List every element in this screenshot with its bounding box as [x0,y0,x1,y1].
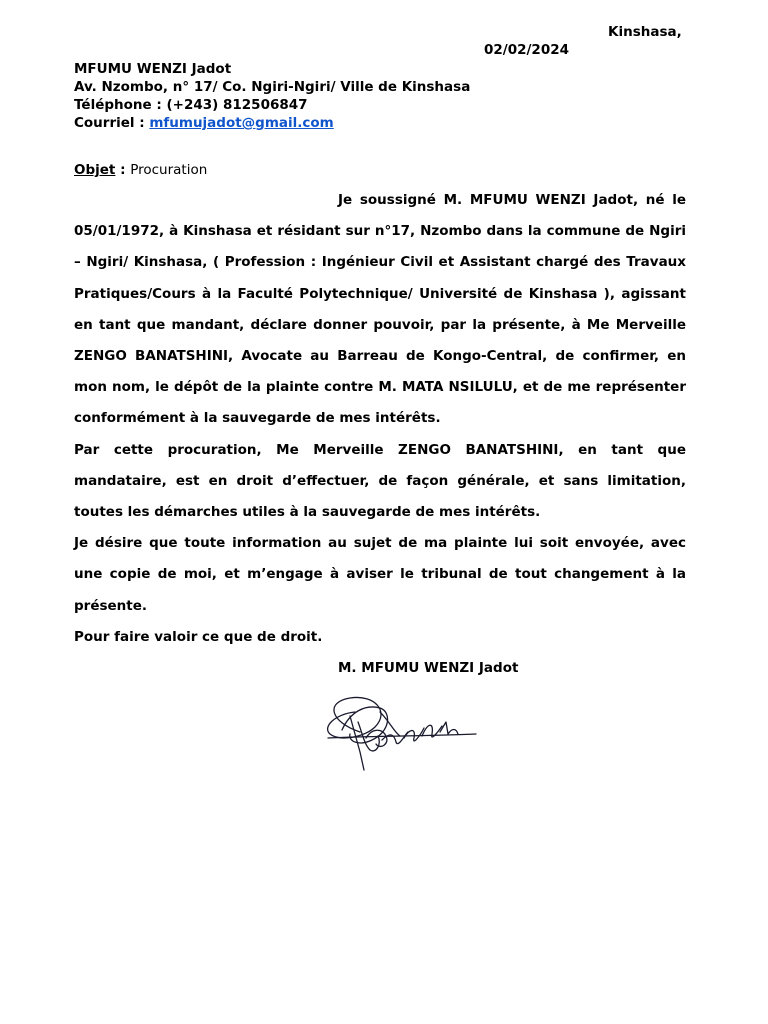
sender-email-line [74,114,470,132]
sender-phone: Téléphone : (+243) 812506847 [74,97,308,113]
letter-city: Kinshasa, [608,24,682,40]
body-paragraph-1: Je soussigné M. MFUMU WENZI Jadot, né le 05/01/1972, à Kinshasa et résidant sur n°17, Nzombo dans la commune de Ngiri – Ngiri/ Kinshasa, ( Profession : Ingénieur Civil et Assistant chargé des Travaux Pratiques/Cours à la Faculté Polytechnique/ Université de Kinshasa ), agissant en tant que mandant, déclare donner pouvoir, par la présente, à Me Merveille ZENGO BANATSHINI, Avocate au Barreau de Kongo-Central, de confirmer, en mon nom, le dépôt de la plainte contre M. MATA NSILULU, et de me représenter conformément à la sauvegarde de mes intérêts. [74,192,686,427]
sender-address: Av. Nzombo, n° 17/ Co. Ngiri-Ngiri/ Ville de Kinshasa [74,79,471,95]
subject-label: Objet [74,162,116,178]
signatory-name: M. MFUMU WENZI Jadot [338,660,519,676]
body-paragraph-2: Par cette procuration, Me Merveille ZENGO BANATSHINI, en tant que mandataire, est en droit d’effectuer, de façon générale, et sans limitation, toutes les démarches utiles à la sauvegarde de mes intérêts. [74,441,686,521]
sender-block [74,60,470,132]
body-paragraph-4: Pour faire valoir ce que de droit. [74,628,323,645]
subject-separator: : [115,162,131,178]
subject-line [74,162,207,178]
sender-name: MFUMU WENZI Jadot [74,61,232,77]
body-paragraph-3: Je désire que toute information au sujet de ma plainte lui soit envoyée, avec une copie de moi, et m’engage à aviser le tribunal de tout changement à la présente. [74,535,686,614]
handwritten-signature [320,692,480,784]
sender-email-link[interactable]: mfumujadot@gmail.com [149,115,334,131]
subject-value: Procuration [130,162,208,178]
sender-email-label: Courriel : [74,115,150,131]
letter-date: 02/02/2024 [484,42,570,58]
letter-body [74,185,686,653]
